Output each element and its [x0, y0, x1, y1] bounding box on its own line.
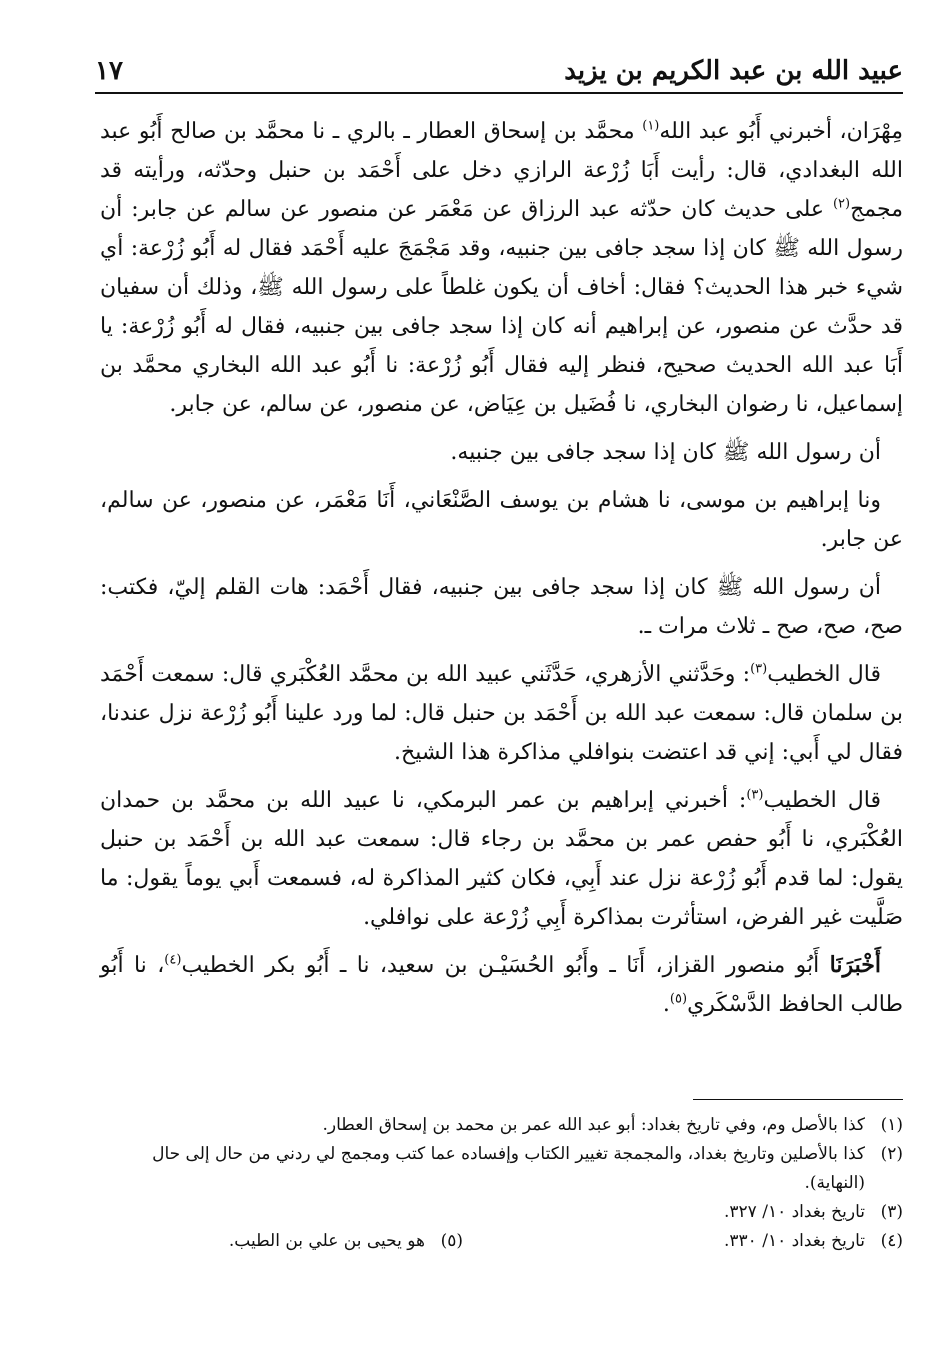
- paragraph-5: [100, 655, 903, 772]
- footnote-ref: (٤): [164, 952, 182, 968]
- footnote-number: (٥): [440, 1231, 463, 1251]
- paragraph-text: أَبُو منصور القزاز، أَنَا ـ وأَبُو الحُسَيْـن بن سعيد، نا ـ أَبُو بكر الخطيب: [181, 953, 830, 978]
- footnote-text: كذا بالأصل وم، وفي تاريخ بغداد: أبو عبد الله عمر بن محمد بن إسحاق العطار.: [322, 1115, 865, 1135]
- footnote-number: (١): [880, 1115, 903, 1135]
- paragraph-3: ونا إبراهيم بن موسى، نا هشام بن يوسف الصَّنْعَاني، أَنَا مَعْمَر، عن منصور، عن سالم، عن جابر.: [100, 488, 903, 552]
- paragraph-text: .: [662, 992, 670, 1017]
- paragraph-text: ، نا أَبُو طالب الحافظ الدَّسْكَري: [100, 953, 903, 1017]
- paragraph-text: قال الخطيب: [767, 662, 881, 687]
- main-text: [100, 112, 903, 1033]
- footnote-row: [95, 1227, 903, 1256]
- page-number: ١٧: [95, 56, 123, 86]
- footnote-number: (٤): [880, 1231, 903, 1251]
- footnote-text: تاريخ بغداد ١٠/ ٣٣٠.: [723, 1231, 865, 1251]
- footnote-divider: [693, 1099, 903, 1100]
- footnote-ref: (٥): [669, 991, 688, 1007]
- paragraph-text: محمَّد بن إسحاق العطار ـ بالري ـ نا محمَّد بن صالح أَبُو عبد الله البغدادي، قال: رأيت أَبَا زُرْعة الرازي دخل على أَحْمَد بن حنبل وحدّثه، ورأيته قد مجمج: [100, 119, 903, 222]
- footnote-ref: (٣): [746, 787, 764, 803]
- footnote-ref: (٣): [750, 661, 768, 677]
- footnote-text: تاريخ بغداد ١٠/ ٣٢٧.: [723, 1202, 865, 1222]
- footnote-3: [95, 1198, 903, 1227]
- page-header: [95, 48, 903, 94]
- paragraph-7: [100, 946, 903, 1024]
- paragraph-2: أن رسول الله ﷺ كان إذا سجد جافى بين جنبيه.: [450, 440, 881, 465]
- footnotes: [95, 1111, 903, 1256]
- paragraph-text: : أخبرني إبراهيم بن عمر البرمكي، نا عبيد الله بن محمَّد بن حمدان العُكْبَري، نا أَبُو حفص عمر بن محمَّد بن رجاء قال: سمعت عبد الله بن أَحْمَد بن حنبل يقول: لما قدم أَبُو زُرْعة نزل عند أَبِي، فكان كثير المذاكرة له، فسمعت أَبي يوماً يقول: ما صَلَّيت غير الفرض، استأثرت بمذاكرة أَبِي زُرْعة على نوافلي.: [100, 788, 903, 930]
- footnote-5: [23, 1227, 463, 1256]
- footnote-ref: (١): [642, 118, 660, 134]
- paragraph-6: [100, 781, 903, 937]
- paragraph-1: [100, 112, 903, 424]
- footnote-number: (٣): [880, 1202, 903, 1222]
- running-title: عبيد الله بن عبد الكريم بن يزيد: [564, 56, 903, 86]
- paragraph-text: مِهْرَان، أخبرني أَبُو عبد الله: [659, 119, 903, 144]
- paragraph-text: قال الخطيب: [763, 788, 881, 813]
- footnote-text: هو يحيى بن علي بن الطيب.: [228, 1231, 425, 1251]
- footnote-text: كذا بالأصلين وتاريخ بغداد، والمجمجة تغيير الكتاب وإفساده عما كتب ومجمج لي ردني من حال إلى حال (النهاية).: [152, 1144, 865, 1193]
- footnote-2: [95, 1140, 903, 1198]
- paragraph-text: : وحَدَّثني الأزهري، حَدَّثَني عبيد الله بن محمَّد العُكْبَري قال: سمعت أَحْمَد بن سلمان قال: سمعت عبد الله بن أَحْمَد بن حنبل قال: لما ورد علينا أَبُو زُرْعة نزل عندنا، فقال لي أَبي: إني قد اعتضت بنوافلي مذاكرة هذا الشيخ.: [100, 662, 903, 765]
- footnote-number: (٢): [880, 1144, 903, 1164]
- isnad-lead-word: أَخْبَرَنَا: [829, 952, 881, 978]
- footnote-1: [95, 1111, 903, 1140]
- footnote-ref: (٢): [832, 196, 851, 212]
- paragraph-4: أن رسول الله ﷺ كان إذا سجد جافى بين جنبيه، فقال أَحْمَد: هات القلم إليّ، فكتب: صح، صح، صح ـ ثلاث مرات ـ.: [100, 575, 903, 639]
- footnote-4: [463, 1227, 903, 1256]
- paragraph-text: على حديث كان حدّثه عبد الرزاق عن مَعْمَر عن منصور عن سالم عن جابر: أن رسول الله ﷺ كان إذا سجد جافى بين جنبيه، وقد مَجْمَجَ عليه أَحْمَد فقال له أَبُو زُرْعة: أي شيء خبر هذا الحديث؟ فقال: أخاف أن يكون غلطاً على رسول الله ﷺ، وذلك أن سفيان قد حدَّث عن منصور، عن إبراهيم أنه كان إذا سجد جافى بين جنبيه، فقال له أَبُو زُرْعة: يا أَبَا عبد الله الحديث صحيح، فنظر إليه فقال أَبُو زُرْعة: نا أَبُو عبد الله البخاري محمَّد بن إسماعيل، نا رضوان البخاري، نا فُضَيل بن عِيَاض، عن منصور، عن سالم، عن جابر.: [100, 197, 903, 417]
